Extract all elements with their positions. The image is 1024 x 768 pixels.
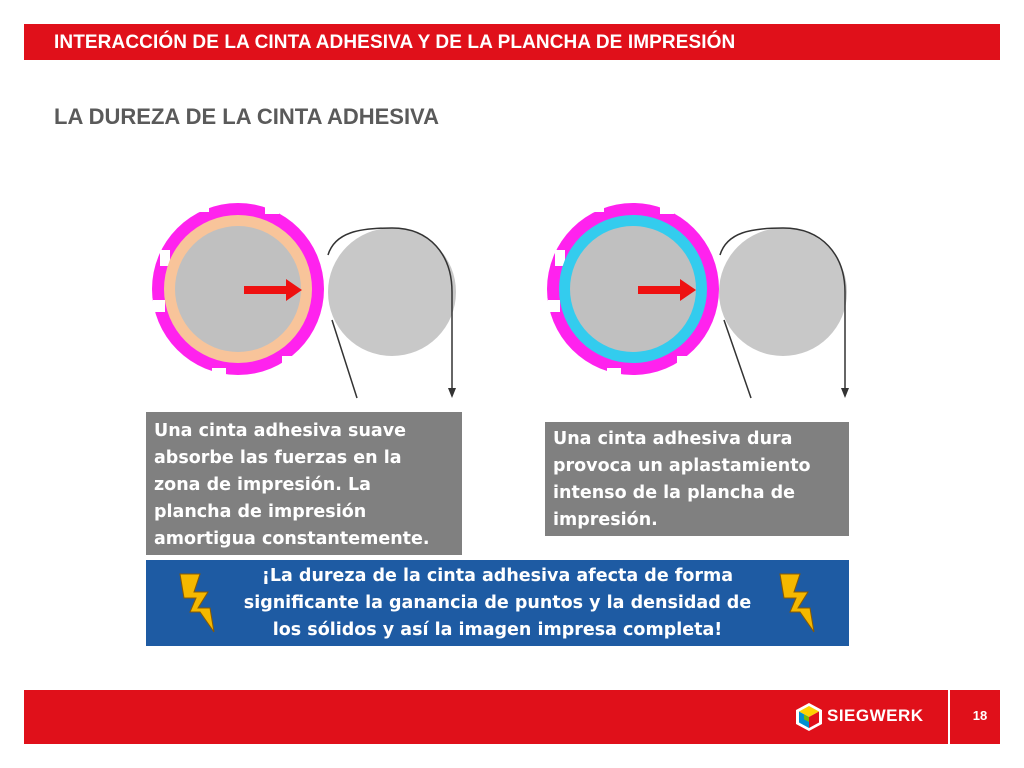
- web-arrowhead: [841, 388, 849, 398]
- text-line: zona de impresión. La: [154, 475, 371, 495]
- soft-tape-assembly: [152, 203, 456, 398]
- siegwerk-cube-logo-icon: [795, 702, 823, 732]
- text-line: Una cinta adhesiva dura: [553, 429, 793, 449]
- text-line: plancha de impresión: [154, 502, 367, 522]
- text-line: impresión.: [553, 510, 658, 530]
- web-arrowhead: [448, 388, 456, 398]
- text-line: absorbe las fuerzas en la: [154, 448, 402, 468]
- plate-notch: [590, 203, 604, 212]
- text-line: provoca un aplastamiento: [553, 456, 811, 476]
- page-number: 18: [972, 708, 988, 723]
- plate-notch: [265, 205, 279, 214]
- plate-notch: [195, 203, 209, 212]
- conclusion-banner: [146, 560, 849, 646]
- plate-notch: [607, 368, 621, 377]
- plate-notch: [212, 368, 226, 377]
- plate-notch: [548, 300, 560, 312]
- banner-line: ¡La dureza de la cinta adhesiva afecta de forma: [261, 566, 734, 586]
- hard-tape-assembly: [547, 203, 849, 398]
- lightning-bolt-icon: [776, 572, 822, 634]
- plate-notch: [677, 356, 689, 367]
- text-line: Una cinta adhesiva suave: [154, 421, 407, 441]
- text-line: intenso de la plancha de: [553, 483, 795, 503]
- header-title: INTERACCIÓN DE LA CINTA ADHESIVA Y DE LA PLANCHA DE IMPRESIÓN: [54, 32, 736, 53]
- impression-cylinder-right: [719, 228, 847, 356]
- footer-divider: [948, 690, 950, 744]
- hard-tape-explanation: [545, 422, 849, 536]
- plate-notch: [660, 205, 674, 214]
- plate-notch: [282, 356, 294, 367]
- soft-tape-explanation: [146, 412, 462, 555]
- slide-subtitle: LA DUREZA DE LA CINTA ADHESIVA: [54, 104, 439, 129]
- footer-bar: [24, 690, 1000, 744]
- text-line: amortigua constantemente.: [154, 529, 430, 549]
- lightning-bolt-icon: [176, 572, 222, 634]
- brand-name: SIEGWERK: [827, 706, 924, 725]
- banner-line: los sólidos y así la imagen impresa completa!: [272, 620, 723, 640]
- banner-line: significante la ganancia de puntos y la densidad de: [243, 593, 752, 613]
- plate-notch: [153, 300, 165, 312]
